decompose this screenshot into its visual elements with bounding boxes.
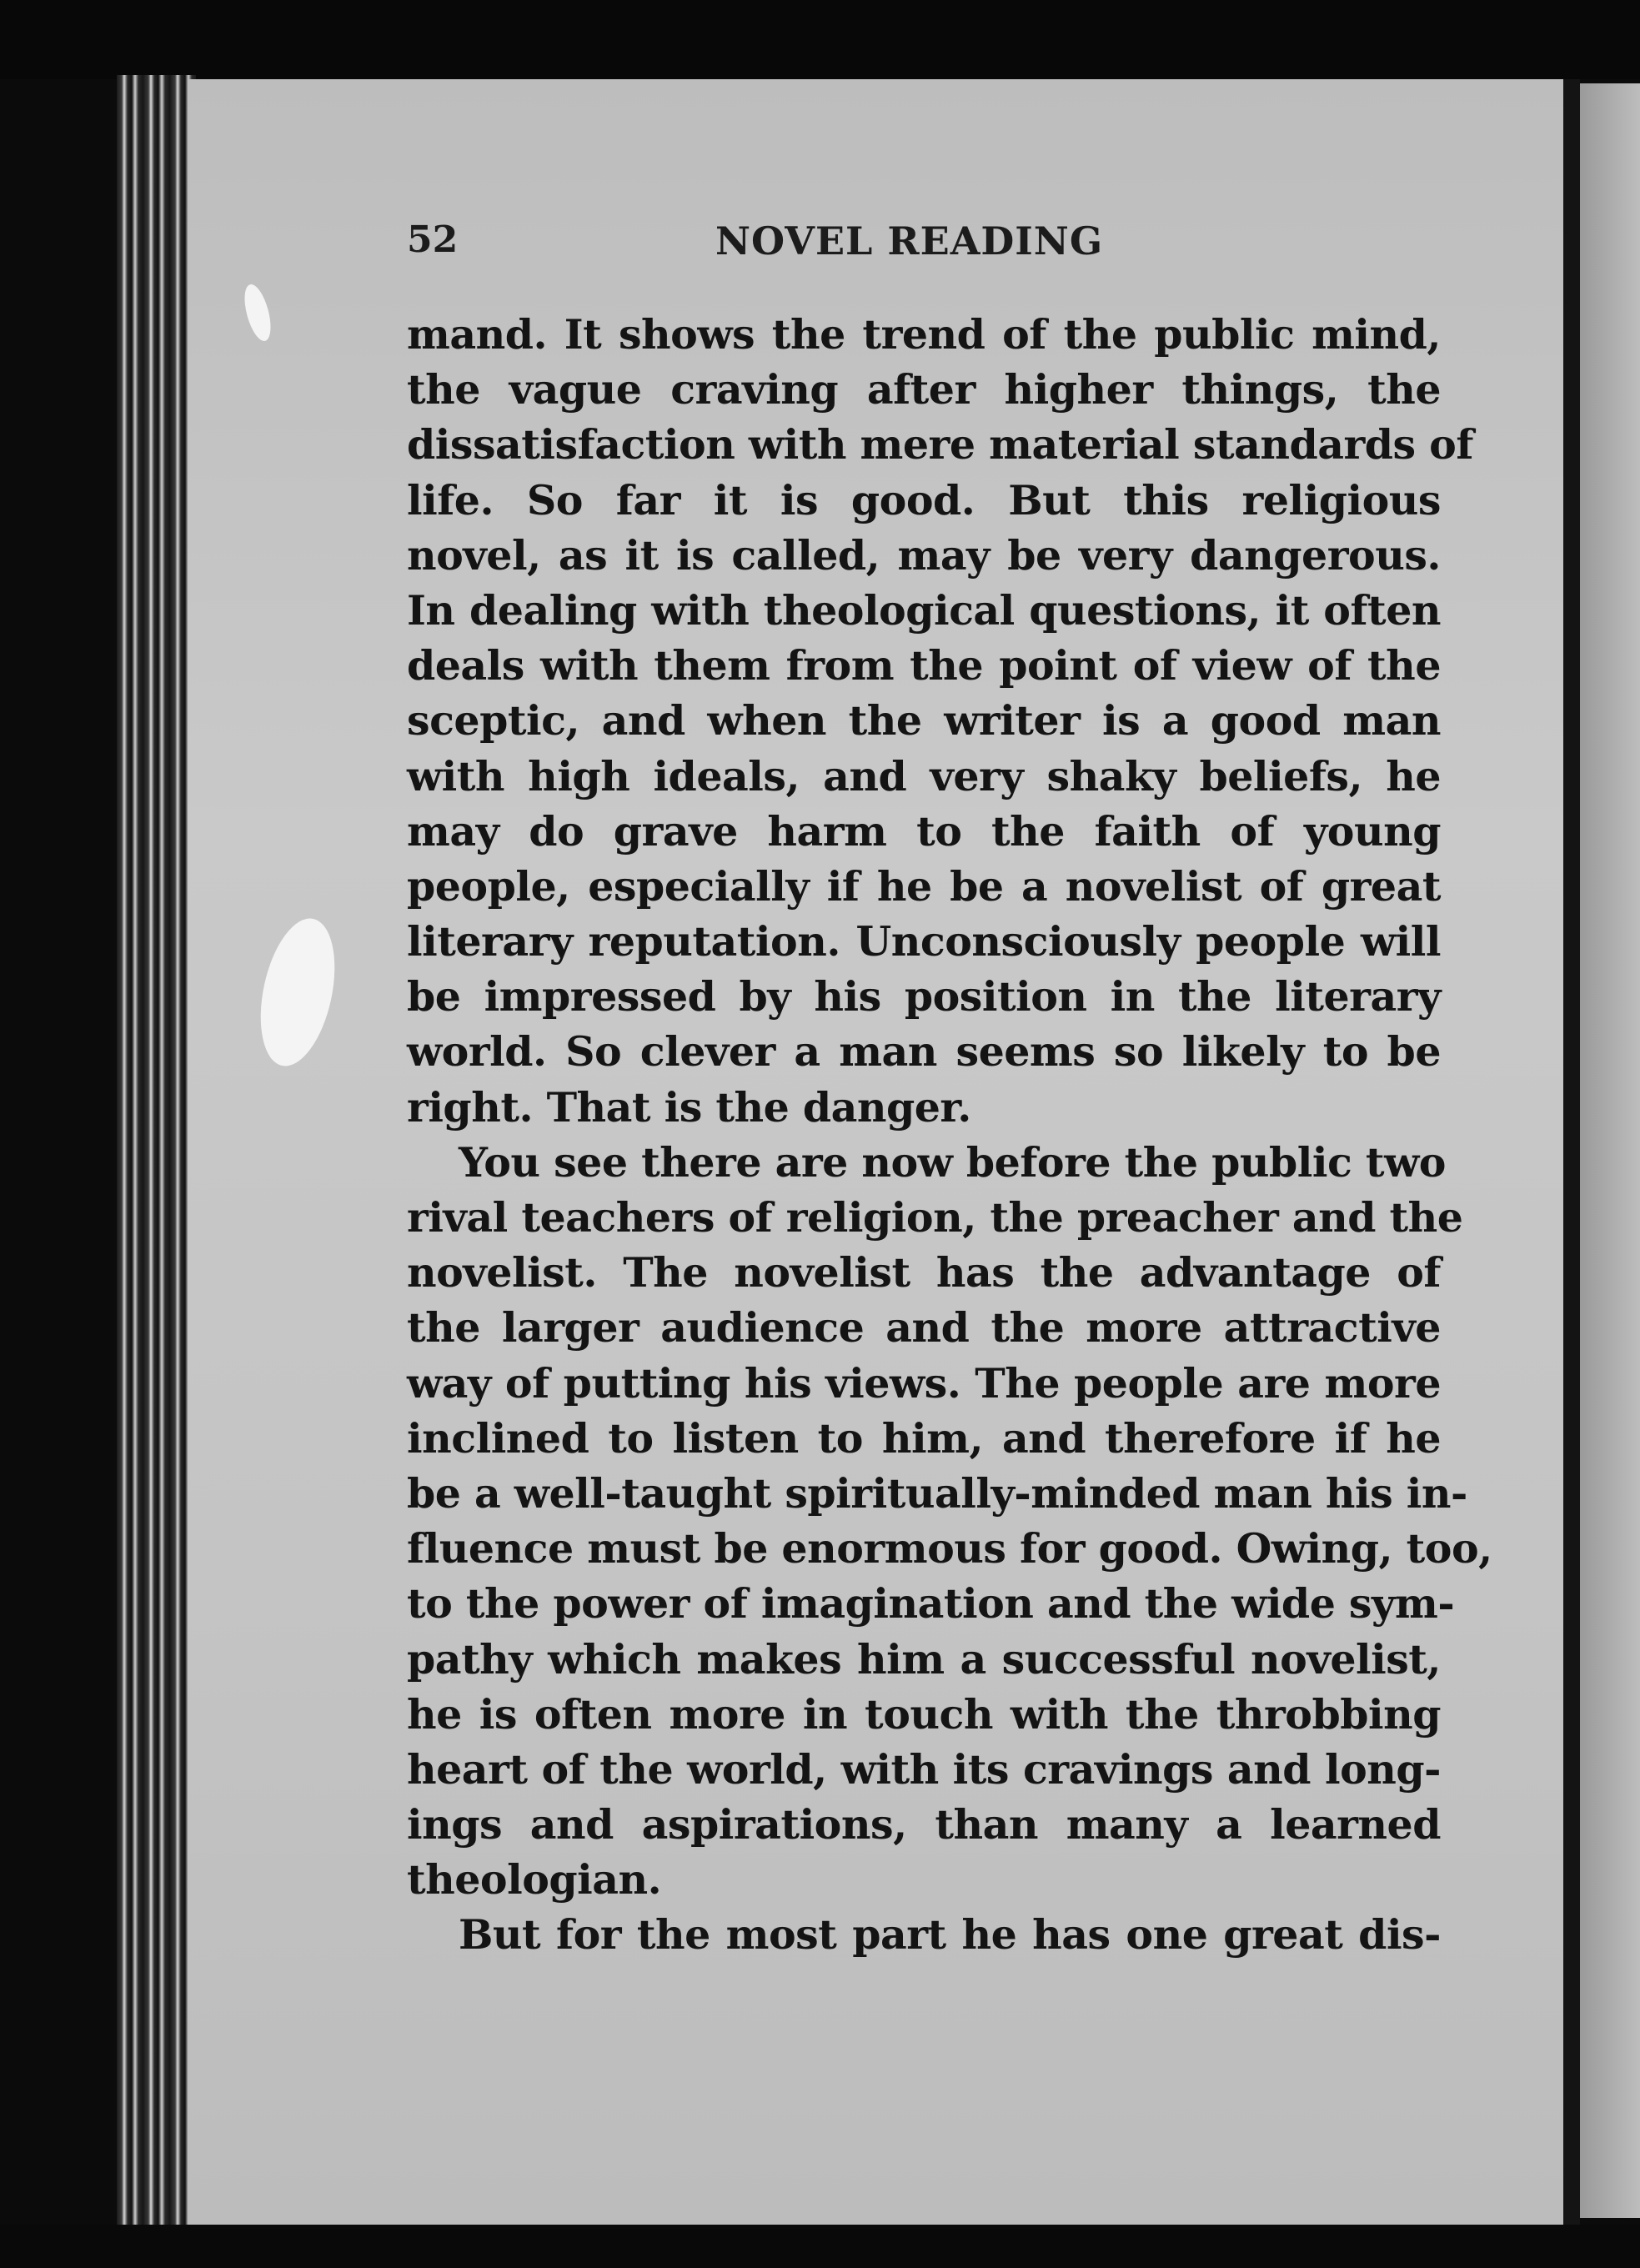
- text-line: heart of the world, with its cravings and long-: [407, 1744, 1441, 1794]
- text-line: people, especially if he be a novelist of great: [407, 861, 1441, 911]
- text-line: inclined to listen to him, and therefore if he: [407, 1413, 1441, 1463]
- text-line: to the power of imagination and the wide sym-: [407, 1579, 1455, 1628]
- text-line: world. So clever a man seems so likely to be: [407, 1027, 1441, 1076]
- text-line: pathy which makes him a successful novelist,: [407, 1634, 1441, 1683]
- text-line: may do grave harm to the faith of young: [407, 806, 1441, 856]
- text-line: theologian.: [407, 1855, 662, 1904]
- text-line: mand. It shows the trend of the public mind,: [407, 310, 1441, 359]
- text-line: literary reputation. Unconsciously people will: [407, 917, 1441, 966]
- text-line: right. That is the danger.: [407, 1082, 971, 1131]
- text-line: fluence must be enormous for good. Owing, too,: [407, 1524, 1492, 1573]
- text-line: be impressed by his position in the literary: [407, 972, 1441, 1021]
- text-line: ings and aspirations, than many a learned: [407, 1800, 1441, 1849]
- book-spine: [117, 75, 196, 2226]
- body-text: [407, 307, 1492, 1963]
- text-line: be a well-taught spiritually-minded man his in-: [407, 1468, 1467, 1518]
- text-line: dissatisfaction with mere material standards of: [407, 420, 1473, 469]
- text-line: rival teachers of religion, the preacher and the: [407, 1193, 1463, 1242]
- film-border-top: [0, 0, 1640, 79]
- text-line: But for the most part he has one great dis-: [459, 1910, 1441, 1959]
- text-line: life. So far it is good. But this religious: [407, 475, 1441, 524]
- text-line: with high ideals, and very shaky beliefs, he: [407, 751, 1441, 800]
- page-gutter-edge: [1563, 79, 1580, 2226]
- facing-page-edge: [1580, 83, 1640, 2218]
- text-line: he is often more in touch with the throbbing: [407, 1689, 1441, 1739]
- text-line: You see there are now before the public two: [459, 1137, 1446, 1187]
- text-line: novelist. The novelist has the advantage of: [407, 1248, 1441, 1297]
- text-line: the vague craving after higher things, the: [407, 365, 1441, 414]
- text-line: deals with them from the point of view of the: [407, 641, 1441, 690]
- film-border-bottom: [0, 2225, 1640, 2268]
- running-head: NOVEL READING: [715, 218, 1104, 263]
- text-line: sceptic, and when the writer is a good man: [407, 696, 1441, 745]
- text-line: way of putting his views. The people are more: [407, 1358, 1441, 1407]
- text-line: novel, as it is called, may be very dangerous.: [407, 530, 1441, 580]
- text-line: In dealing with theological questions, it often: [407, 585, 1441, 635]
- page-header: [407, 218, 1441, 268]
- page-number: 52: [407, 218, 459, 261]
- text-line: the larger audience and the more attractive: [407, 1303, 1441, 1352]
